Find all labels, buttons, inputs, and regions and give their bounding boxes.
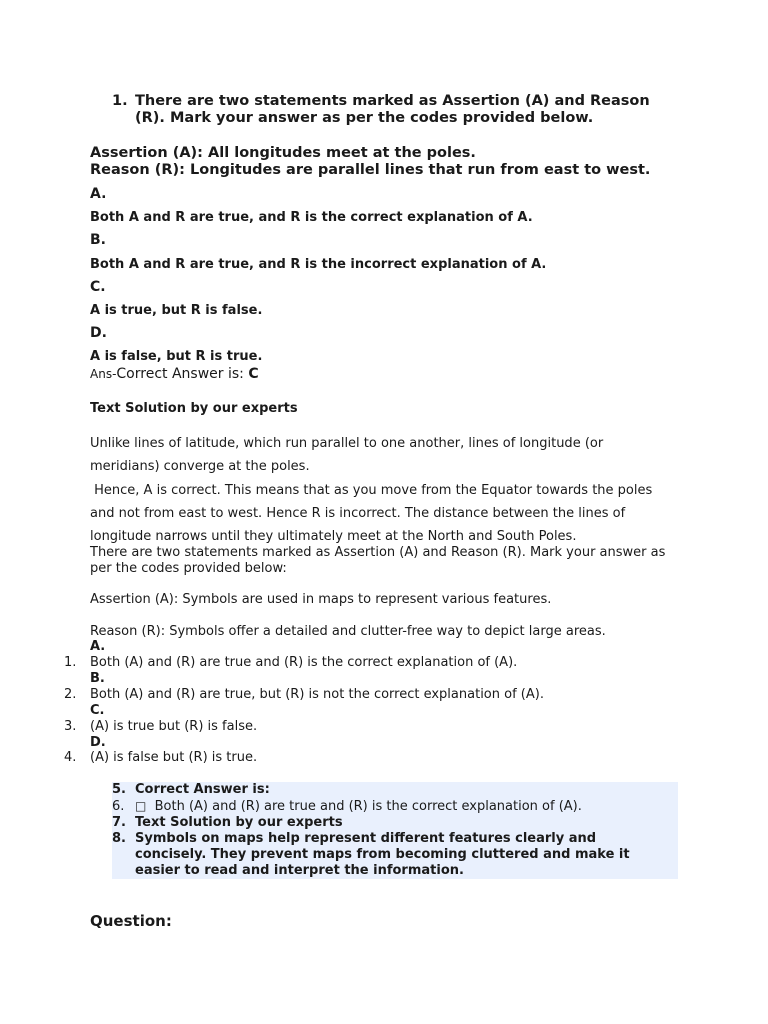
q2-option-letter: C. — [90, 703, 105, 718]
highlight-text: Symbols on maps help represent different features clearly and — [135, 831, 597, 846]
answer-highlight-box — [112, 782, 678, 879]
q2-option-letter: D. — [90, 735, 106, 750]
question-heading: Question: — [90, 912, 172, 930]
q2-assertion: Assertion (A): Symbols are used in maps to represent various features. — [90, 592, 552, 607]
q2-option-number: 3. — [64, 719, 77, 734]
q1-option-letter: B. — [90, 232, 106, 248]
q2-option-number: 1. — [64, 655, 77, 670]
q2-intro-line2: per the codes provided below: — [90, 561, 287, 576]
q2-option-text: (A) is false but (R) is true. — [90, 750, 258, 765]
highlight-text: Both (A) and (R) are true and (R) is the correct explanation of (A). — [146, 799, 582, 814]
q2-option-text: Both (A) and (R) are true and (R) is the correct explanation of (A). — [90, 655, 518, 670]
highlight-number: 6. — [112, 799, 125, 814]
highlight-item — [112, 799, 582, 814]
q1-number: 1. — [112, 93, 128, 109]
q1-solution-line: longitude narrows until they ultimately meet at the North and South Poles. — [90, 529, 577, 544]
highlight-continuation: concisely. They prevent maps from becoming cluttered and make it — [135, 847, 630, 862]
highlight-number: 7. — [112, 815, 126, 830]
q2-intro-line1: There are two statements marked as Assertion (A) and Reason (R). Mark your answer as — [90, 545, 666, 560]
q1-option-letter: D. — [90, 325, 107, 341]
highlight-number: 8. — [112, 831, 126, 846]
q2-reason: Reason (R): Symbols offer a detailed and clutter-free way to depict large areas. — [90, 624, 606, 639]
q2-option-text: (A) is true but (R) is false. — [90, 719, 258, 734]
q1-stem-line1: There are two statements marked as Assertion (A) and Reason — [135, 93, 650, 109]
q1-solution-line: Hence, A is correct. This means that as you move from the Equator towards the poles — [90, 483, 653, 498]
q1-assertion: Assertion (A): All longitudes meet at the poles. — [90, 145, 476, 161]
q1-solution-line: meridians) converge at the poles. — [90, 459, 310, 474]
q1-stem-line2: (R). Mark your answer as per the codes provided below. — [135, 110, 594, 126]
q1-option-text: Both A and R are true, and R is the correct explanation of A. — [90, 210, 533, 225]
highlight-text: Text Solution by our experts — [135, 815, 343, 830]
answer-label: Correct Answer is: — [116, 366, 249, 382]
q2-option-text: Both (A) and (R) are true, but (R) is not the correct explanation of (A). — [90, 687, 544, 702]
q2-option-number: 4. — [64, 750, 77, 765]
q1-option-text: A is false, but R is true. — [90, 349, 263, 364]
highlight-item — [112, 831, 596, 846]
q1-solution-line: Unlike lines of latitude, which run parallel to one another, lines of longitude (or — [90, 436, 604, 451]
q1-option-letter: A. — [90, 186, 107, 202]
highlight-number: 5. — [112, 782, 126, 797]
q1-solution-heading: Text Solution by our experts — [90, 401, 298, 416]
q1-option-text: A is true, but R is false. — [90, 303, 263, 318]
highlight-text: Correct Answer is: — [135, 782, 270, 797]
q1-option-text: Both A and R are true, and R is the incorrect explanation of A. — [90, 257, 547, 272]
q1-answer — [90, 366, 259, 382]
q1-option-letter: C. — [90, 279, 106, 295]
q2-option-letter: B. — [90, 671, 105, 686]
answer-value: C — [248, 366, 259, 382]
highlight-item — [112, 782, 270, 797]
q1-solution-line: and not from east to west. Hence R is incorrect. The distance between the lines of — [90, 506, 626, 521]
highlight-continuation: easier to read and interpret the information. — [135, 863, 464, 878]
highlight-item — [112, 815, 343, 830]
q2-option-number: 2. — [64, 687, 77, 702]
answer-prefix: Ans- — [90, 367, 117, 381]
q1-reason: Reason (R): Longitudes are parallel lines that run from east to west. — [90, 162, 651, 178]
q2-option-letter: A. — [90, 639, 106, 654]
box-glyph-icon: □ — [135, 799, 147, 813]
